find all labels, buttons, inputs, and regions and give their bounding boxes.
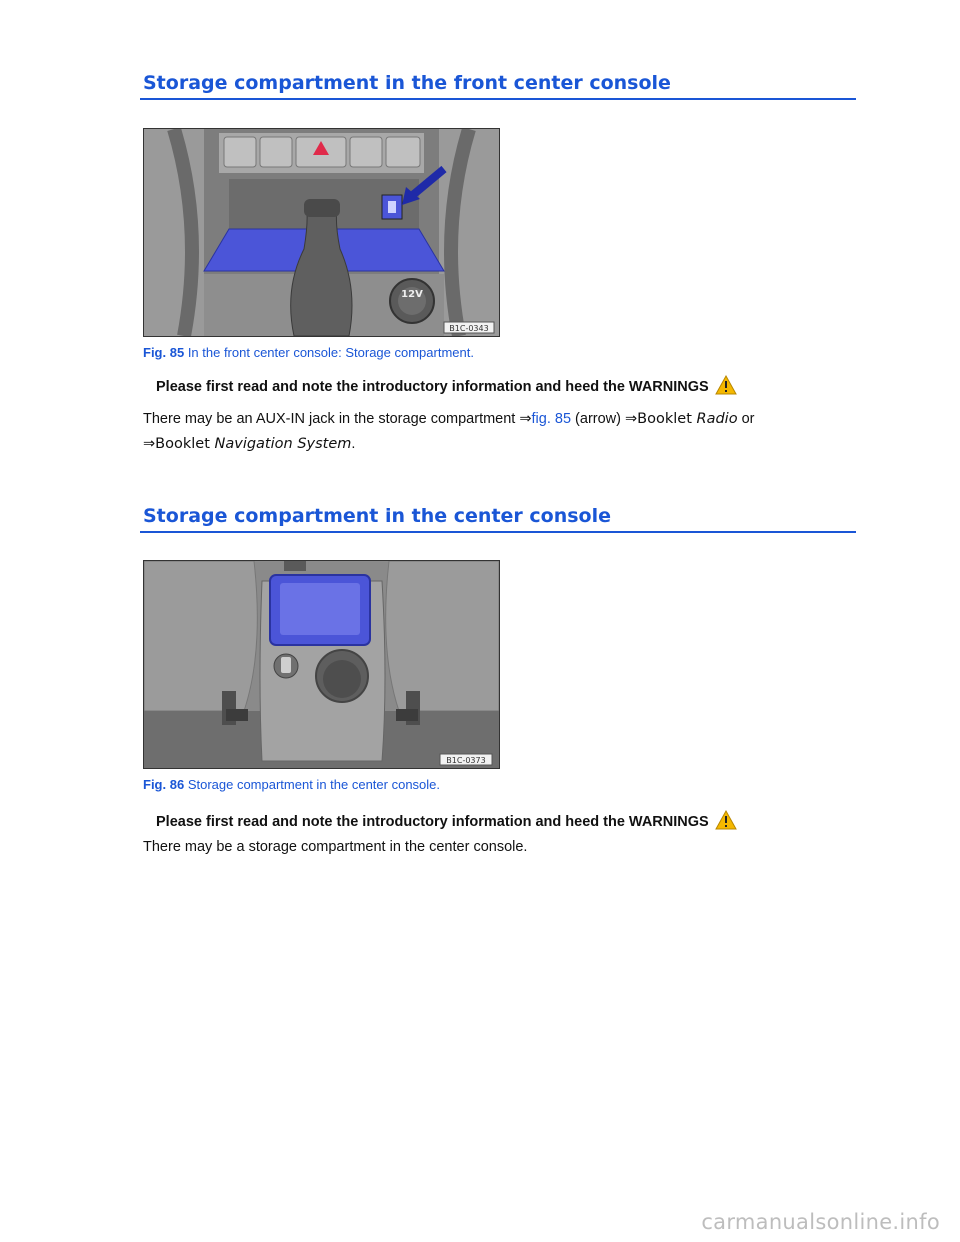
figure-caption-text: In the front center console: Storage compartment. [187, 345, 474, 360]
figure-code: B1C-0343 [449, 324, 489, 333]
watermark: carmanualsonline.info [701, 1210, 940, 1234]
body-text: There may be a storage compartment in the center console. [143, 839, 528, 855]
arrow-symbol: ⇒ [519, 411, 532, 427]
warnings-note [156, 375, 737, 399]
figure-caption [143, 777, 440, 792]
note-text: Please first read and note the introductory information and heed the WARNINGS [156, 814, 709, 830]
section-front-console [140, 72, 856, 472]
warning-triangle-icon [715, 810, 737, 834]
body-end: . [351, 436, 356, 452]
warnings-note [156, 810, 737, 834]
figure-caption [143, 345, 474, 360]
booklet-radio-ref[interactable] [637, 411, 737, 427]
body-text [143, 407, 843, 457]
arrow-symbol: ⇒ [625, 411, 638, 427]
booklet-navigation-ref[interactable] [155, 436, 351, 452]
figure-caption-text: Storage compartment in the center console. [187, 777, 441, 792]
body-mid: (arrow) [571, 411, 626, 427]
figure-86-image [143, 560, 500, 769]
figure-number: Fig. 85 [143, 345, 185, 360]
label-12v: 12V [401, 289, 423, 300]
fig-85-link[interactable]: fig. 85 [531, 411, 572, 427]
booklet-navigation-title: Navigation System [214, 436, 352, 452]
figure-85-image [143, 128, 500, 337]
section-center-console [140, 505, 856, 865]
booklet-word: Booklet [637, 411, 692, 427]
body-prefix: There may be an AUX-IN jack in the storage compartment [143, 411, 520, 427]
figure-number: Fig. 86 [143, 777, 185, 792]
booklet-word: Booklet [155, 436, 210, 452]
section-title: Storage compartment in the front center console [140, 72, 856, 100]
warning-triangle-icon [715, 375, 737, 399]
section-title: Storage compartment in the center console [140, 505, 856, 533]
body-or: or [737, 411, 755, 427]
arrow-symbol: ⇒ [143, 436, 156, 452]
booklet-radio-title: Radio [696, 411, 738, 427]
figure-code: B1C-0373 [446, 756, 486, 765]
note-text: Please first read and note the introductory information and heed the WARNINGS [156, 379, 709, 395]
